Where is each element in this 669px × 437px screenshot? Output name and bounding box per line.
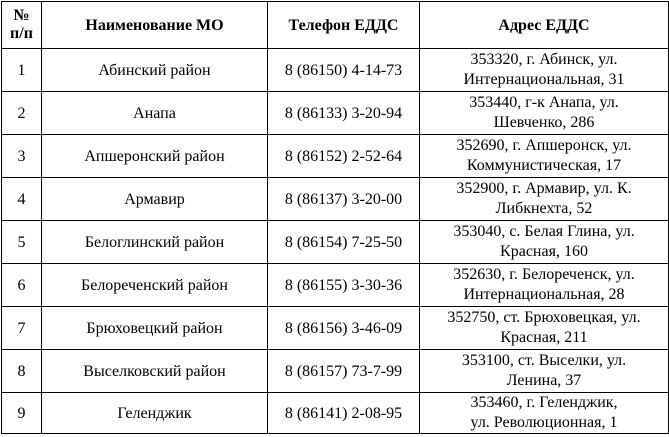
- address-line-2: Шевченко, 286: [493, 114, 595, 131]
- table-row: [2, 264, 669, 307]
- address-line-2: Красная, 160: [500, 243, 588, 260]
- edds-phone: 8 (86133) 3-20-94: [268, 92, 420, 135]
- edds-phone: 8 (86155) 3-30-36: [268, 264, 420, 307]
- table-row: [2, 178, 669, 221]
- edds-table: [1, 1, 669, 434]
- header-number-abbr: п/п: [10, 25, 33, 42]
- row-number: 8: [2, 350, 42, 393]
- address-line-2: Интернациональная, 31: [463, 71, 625, 88]
- edds-address: [420, 135, 669, 178]
- edds-phone: 8 (86156) 3-46-09: [268, 307, 420, 350]
- municipality-name: Армавир: [42, 178, 268, 221]
- row-number: 1: [2, 49, 42, 92]
- edds-address: [420, 92, 669, 135]
- address-line-1: 352630, г. Белореченск, ул.: [453, 266, 635, 283]
- table-row: [2, 92, 669, 135]
- table-row: [2, 307, 669, 350]
- header-name: Наименование МО: [42, 2, 268, 49]
- row-number: 7: [2, 307, 42, 350]
- header-number: [2, 2, 42, 49]
- edds-phone: 8 (86137) 3-20-00: [268, 178, 420, 221]
- table-row: [2, 393, 669, 434]
- municipality-name: Белореченский район: [42, 264, 268, 307]
- municipality-name: Выселковский район: [42, 350, 268, 393]
- table-row: [2, 221, 669, 264]
- table-row: [2, 135, 669, 178]
- municipality-name: Белоглинский район: [42, 221, 268, 264]
- edds-address: [420, 264, 669, 307]
- edds-address: [420, 307, 669, 350]
- edds-phone: 8 (86152) 2-52-64: [268, 135, 420, 178]
- header-phone: Телефон ЕДДС: [268, 2, 420, 49]
- address-line-1: 352690, г. Апшеронск, ул.: [456, 137, 632, 154]
- table-header-row: [2, 2, 669, 49]
- address-line-1: 353320, г. Абинск, ул.: [470, 51, 618, 68]
- address-line-2: Коммунистическая, 17: [466, 157, 622, 174]
- row-number: 4: [2, 178, 42, 221]
- edds-phone: 8 (86141) 2-08-95: [268, 393, 420, 434]
- edds-address: [420, 49, 669, 92]
- row-number: 9: [2, 393, 42, 434]
- edds-phone: 8 (86154) 7-25-50: [268, 221, 420, 264]
- municipality-name: Брюховецкий район: [42, 307, 268, 350]
- address-line-1: 353040, с. Белая Глина, ул.: [453, 223, 635, 240]
- edds-address: [420, 350, 669, 393]
- address-line-1: 352750, ст. Брюховецкая, ул.: [447, 309, 641, 326]
- municipality-name: Анапа: [42, 92, 268, 135]
- header-address: Адрес ЕДДС: [420, 2, 669, 49]
- address-line-2: Красная, 211: [500, 329, 588, 346]
- edds-phone: 8 (86150) 4-14-73: [268, 49, 420, 92]
- edds-address: [420, 221, 669, 264]
- address-line-1: 353460, г. Геленджик,: [470, 394, 618, 411]
- header-number-symbol: №: [13, 7, 30, 24]
- municipality-name: Геленджик: [42, 393, 268, 434]
- row-number: 5: [2, 221, 42, 264]
- edds-phone: 8 (86157) 73-7-99: [268, 350, 420, 393]
- table-row: [2, 49, 669, 92]
- municipality-name: Абинский район: [42, 49, 268, 92]
- table-row: [2, 350, 669, 393]
- municipality-name: Апшеронский район: [42, 135, 268, 178]
- address-line-2: Ленина, 37: [506, 372, 582, 389]
- address-line-1: 352900, г. Армавир, ул. К.: [456, 180, 632, 197]
- row-number: 3: [2, 135, 42, 178]
- edds-address: [420, 393, 669, 434]
- address-line-2: ул. Революционная, 1: [470, 414, 618, 431]
- row-number: 2: [2, 92, 42, 135]
- address-line-1: 353440, г-к Анапа, ул.: [469, 94, 619, 111]
- address-line-1: 353100, ст. Выселки, ул.: [461, 352, 627, 369]
- address-line-2: Интернациональная, 28: [463, 286, 625, 303]
- address-line-2: Либкнехта, 52: [495, 200, 593, 217]
- row-number: 6: [2, 264, 42, 307]
- edds-address: [420, 178, 669, 221]
